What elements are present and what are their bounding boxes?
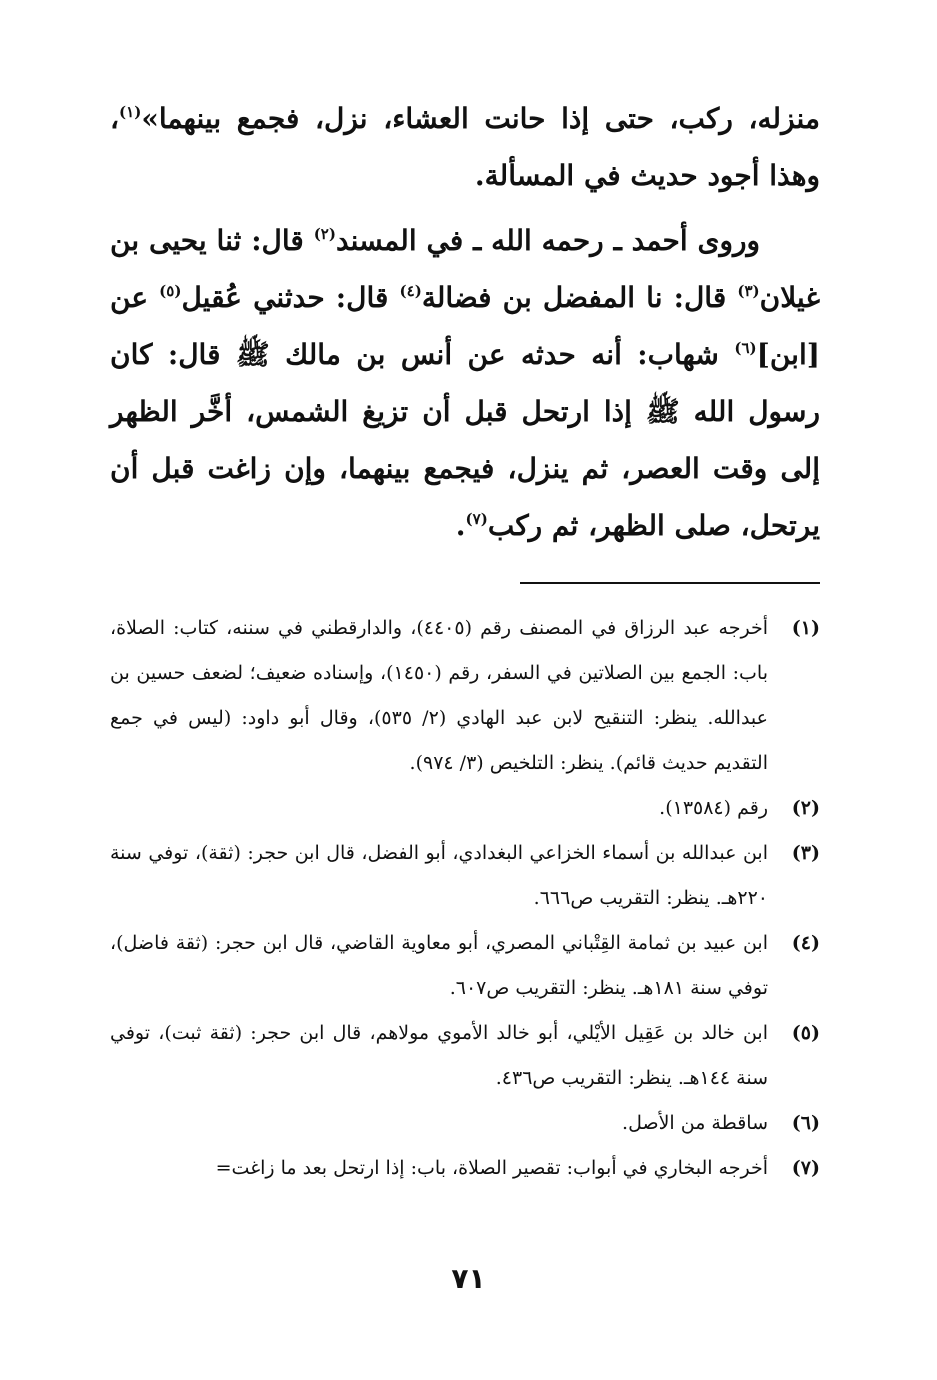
footnote-ref-7: (٧): [465, 510, 488, 528]
paragraph-2-seg-4: قال: حدثني عُقيل: [181, 281, 400, 314]
main-paragraph-2: [110, 212, 820, 554]
footnote-ref-1: (١): [119, 103, 142, 121]
footnote-number: (١): [791, 617, 820, 639]
main-paragraph-1: [110, 90, 820, 204]
footnote-separator: [520, 582, 820, 584]
footnote-number: (٣): [791, 842, 820, 864]
footnote-text: أخرجه البخاري في أبواب: تقصير الصلاة، باب: إذا ارتحل بعد ما زاغت=: [215, 1157, 768, 1179]
footnote-ref-5: (٥): [159, 282, 182, 300]
footnote-ref-6: (٦): [734, 339, 757, 357]
footnote-5: [110, 1011, 820, 1101]
footnote-text: ابن عبيد بن ثمامة القِتْباني المصري، أبو معاوية القاضي، قال ابن حجر: (ثقة فاضل)، توفي سنة ١٨١هـ. ينظر: التقريب ص٦٠٧.: [110, 932, 768, 999]
footnote-4: [110, 921, 820, 1011]
footnote-ref-3: (٣): [737, 282, 760, 300]
paragraph-2-seg-7: .: [455, 509, 466, 542]
paragraph-2-seg-5: عن [ابن]: [110, 281, 820, 371]
paragraph-2-seg-6: شهاب: أنه حدثه عن أنس بن مالك ﷺ قال: كان رسول الله ﷺ إذا ارتحل قبل أن تزيغ الشمس، أخَّر الظهر إلى وقت العصر، ثم ينزل، فيجمع بينهما، وإن زاغت قبل أن يرتحل، صلى الظهر، ثم ركب: [110, 338, 820, 542]
footnote-number: (٥): [791, 1022, 820, 1044]
footnote-2: [110, 786, 820, 831]
footnote-number: (٦): [791, 1112, 820, 1134]
paragraph-1-tail: ، وهذا أجود حديث في المسألة.: [110, 102, 820, 192]
footnote-3: [110, 831, 820, 921]
footnote-text: أخرجه عبد الرزاق في المصنف رقم (٤٤٠٥)، والدارقطني في سننه، كتاب: الصلاة، باب: الجمع بين الصلاتين في السفر، رقم (١٤٥٠)، وإسناده ضعيف؛ لضعف حسين بن عبدالله. ينظر: التنقيح لابن عبد الهادي (٢/ ٥٣٥)، وقال أبو داود: (ليس في جمع التقديم حديث قائم). ينظر: التلخيص (٣/ ٩٧٤).: [110, 617, 768, 774]
footnote-ref-4: (٤): [399, 282, 422, 300]
footnote-6: [110, 1101, 820, 1146]
page-number: ٧١: [451, 1262, 486, 1295]
footnote-7: [110, 1146, 820, 1191]
paragraph-1-text: منزله، ركب، حتى إذا حانت العشاء، نزل، فجمع بينهما»: [141, 102, 820, 135]
footnote-text: ساقطة من الأصل.: [622, 1112, 768, 1134]
footnote-number: (٢): [791, 797, 820, 819]
footnote-number: (٧): [791, 1157, 820, 1179]
footnote-text: ابن عبدالله بن أسماء الخزاعي البغدادي، أبو الفضل، قال ابن حجر: (ثقة)، توفي سنة ٢٢٠هـ. ينظر: التقريب ص٦٦٦.: [110, 842, 768, 909]
paragraph-2-seg-3: قال: نا المفضل بن فضالة: [421, 281, 738, 314]
paragraph-2-seg-1: وروى أحمد ـ رحمه الله ـ في المسند: [335, 224, 761, 257]
footnote-number: (٤): [791, 932, 820, 954]
footnote-1: [110, 606, 820, 786]
page-content: [110, 90, 820, 1191]
footnotes-section: [110, 606, 820, 1191]
footnote-text: رقم (١٣٥٨٤).: [659, 797, 768, 819]
footnote-text: ابن خالد بن عَقِيل الأيْلي، أبو خالد الأموي مولاهم، قال ابن حجر: (ثقة ثبت)، توفي سنة ١٤٤هـ. ينظر: التقريب ص٤٣٦.: [110, 1022, 768, 1089]
paragraph-2-seg-2: قال: ثنا يحيى بن غيلان: [110, 224, 821, 314]
footnote-ref-2: (٢): [313, 225, 336, 243]
